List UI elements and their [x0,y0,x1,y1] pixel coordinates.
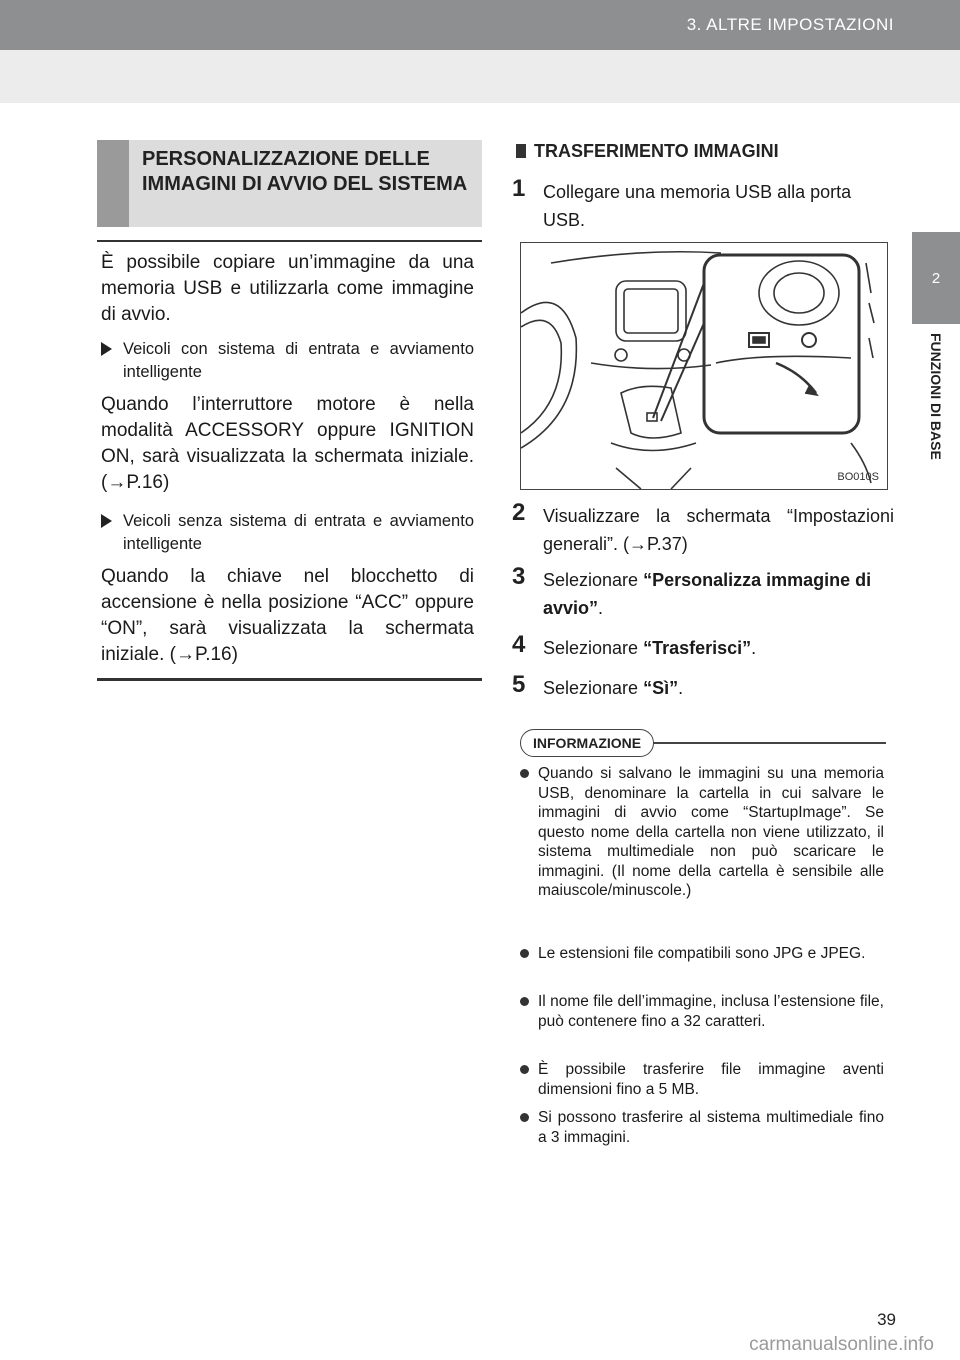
dot-bullet-icon [520,949,529,958]
step-text [543,566,894,622]
step-text-suffix: . [751,638,757,658]
info-item [520,1108,884,1147]
info-label: INFORMAZIONE [520,729,654,757]
step-number: 1 [512,175,526,202]
info-text: È possibile trasferire file immagine aventi dimensioni fino a 5 MB. [538,1061,884,1098]
intro-text: È possibile copiare un’immagine da una memoria USB e utilizzarla come immagine di avvio. [101,252,474,325]
case2-text: Quando la chiave nel blocchetto di accensione è nella posizione “ACC” oppure “ON”, sarà visualizzata la schermata iniziale. (→P.16) [101,566,474,665]
section-heading: PERSONALIZZAZIONE DELLE IMMAGINI DI AVVIO DEL SISTEMA [142,148,468,195]
step-1 [512,175,894,234]
heading-accent-bar [97,140,129,227]
triangle-bullet-icon [101,342,112,356]
subsection-heading [516,141,779,162]
chapter-number: 2 [931,270,941,287]
chapter-tab[interactable] [912,232,960,324]
figure-code: BO010S [837,471,879,483]
section-heading-box [97,140,482,227]
step-text: Visualizzare la schermata “Impostazioni generali”. (→P.37) [543,506,894,554]
step-4 [512,631,894,662]
info-item [520,764,884,901]
step-number: 5 [512,671,526,698]
subsection-heading-text: TRASFERIMENTO IMMAGINI [534,141,779,161]
page-number: 39 [877,1310,896,1329]
usb-port-illustration [520,242,888,490]
chapter-label-text: FUNZIONI DI BASE [928,333,944,460]
step-text [543,634,894,662]
step-text-prefix: Selezionare [543,570,644,590]
description-box [97,240,482,681]
step-number: 2 [512,499,526,526]
case1-text: Quando l’interruttore motore è nella modalità ACCESSORY oppure IGNITION ON, sarà visualizzata la schermata iniziale. (→P.16) [101,394,474,493]
step-text: Collegare una memoria USB alla porta USB. [543,182,852,230]
square-bullet-icon [516,144,526,158]
info-text: Quando si salvano le immagini su una memoria USB, denominare la cartella in cui salvare le immagini di avvio come “StartupImage”. Se questo nome della cartella non viene utilizzato, il sistema multimediale non può scaricare le immagini. (Il nome della cartella è sensibile alle maiuscole/minuscole.) [538,765,884,899]
step-text-suffix: . [678,678,684,698]
header-subband [0,50,960,103]
step-2 [512,499,894,558]
dot-bullet-icon [520,769,529,778]
info-item [520,992,884,1031]
step-text-suffix: . [598,598,604,618]
step-text-prefix: Selezionare [543,678,644,698]
menu-item-name: “Personalizza immagine di avvio” [543,570,872,618]
info-item [520,944,884,964]
triangle-bullet-icon [101,514,112,528]
case2-title: Veicoli senza sistema di entrata e avviamento intelligente [123,512,474,553]
step-text [543,674,894,702]
step-number: 3 [512,563,526,590]
case1-title: Veicoli con sistema di entrata e avviamento intelligente [123,340,474,381]
watermark: carmanualsonline.info [749,1334,934,1355]
chapter-label [912,333,960,508]
dot-bullet-icon [520,997,529,1006]
section-title: 3. ALTRE IMPOSTAZIONI [686,15,894,34]
info-text: Si possono trasferire al sistema multimediale fino a 3 immagini. [538,1109,884,1146]
info-text: Il nome file dell’immagine, inclusa l’estensione file, può contenere fino a 32 caratteri. [538,993,884,1030]
dot-bullet-icon [520,1113,529,1122]
case1-bullet [101,338,474,384]
header-band [0,0,960,50]
info-item [520,1060,884,1099]
info-text: Le estensioni file compatibili sono JPG e JPEG. [538,945,866,962]
step-5 [512,671,894,702]
dashboard-drawing [521,243,887,489]
step-text-prefix: Selezionare [543,638,644,658]
menu-item-name: “Trasferisci” [643,638,752,658]
dot-bullet-icon [520,1065,529,1074]
menu-item-name: “Sì” [643,678,679,698]
step-3 [512,563,894,622]
case2-bullet [101,510,474,556]
step-number: 4 [512,631,526,658]
